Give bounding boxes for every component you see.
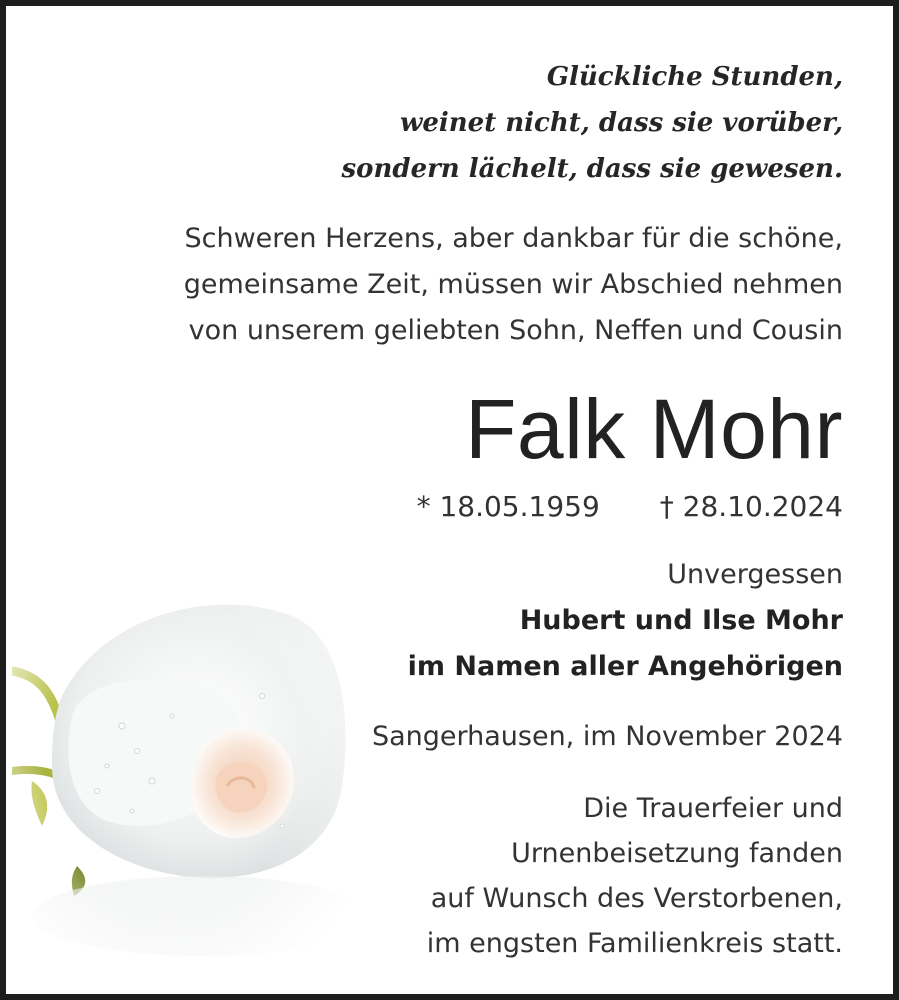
mourners-intro: Unvergessen [667,559,843,590]
birth-date: * 18.05.1959 [416,490,600,523]
intro-line: von unserem geliebten Sohn, Neffen und Cousin [188,315,843,346]
quote-line: weinet nicht, dass sie vorüber, [399,108,843,138]
farewell-text [184,216,843,354]
service-line: im engsten Familienkreis statt. [426,928,843,959]
service-line: auf Wunsch des Verstorbenen, [430,883,843,914]
poem-quote [342,54,844,192]
quote-line: sondern lächelt, dass sie gewesen. [341,154,843,184]
deceased-name: Falk Mohr [465,382,843,476]
place-date: Sangerhausen, im November 2024 [371,721,843,752]
service-notice [427,786,843,966]
white-rose-image [12,576,372,986]
life-dates [417,484,843,530]
service-line: Urnenbeisetzung fanden [511,838,843,869]
mourners-names: Hubert und Ilse Mohr [519,605,843,636]
service-line: Die Trauerfeier und [583,793,843,824]
death-date: † 28.10.2024 [659,490,843,523]
quote-line: Glückliche Stunden, [546,62,843,92]
intro-line: gemeinsame Zeit, müssen wir Abschied nehmen [183,269,843,300]
mourners-block [408,552,843,690]
intro-line: Schweren Herzens, aber dankbar für die schöne, [184,223,843,254]
mourners-family: im Namen aller Angehörigen [407,651,843,682]
